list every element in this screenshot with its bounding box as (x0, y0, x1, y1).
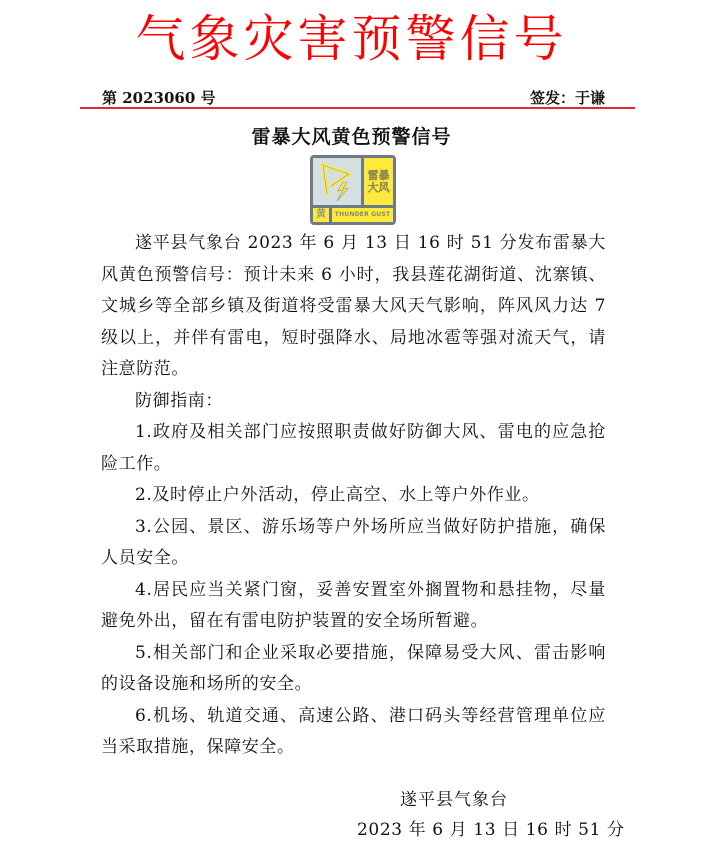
guideline-item: 1.政府及相关部门应按照职责做好防御大风、雷电的应急抢险工作。 (101, 422, 606, 474)
signal-title: 雷暴大风黄色预警信号 (251, 126, 452, 148)
thunder-gust-yellow-warning-icon (310, 155, 396, 225)
guideline-item: 4.居民应当关紧门窗，妥善安置室外搁置物和悬挂物，尽量避免外出，留在有雷电防护装置的安全场所暂避。 (101, 579, 606, 631)
issuer-signature: 遂平县气象台 (400, 790, 508, 810)
warning-body (101, 228, 606, 764)
signer: 签发：于谦 (529, 89, 605, 107)
signal-english-label: THUNDER GUST (332, 208, 393, 222)
guideline-item: 3.公园、景区、游乐场等户外场所应当做好防护措施，确保人员安全。 (101, 516, 606, 568)
red-divider (80, 107, 635, 109)
signal-name-label: 雷暴大风 (364, 158, 393, 205)
guideline-item: 2.及时停止户外活动，停止高空、水上等户外作业。 (135, 485, 540, 505)
guidelines-heading: 防御指南： (135, 390, 223, 411)
masthead-title: 气象灾害预警信号 (135, 10, 568, 68)
warning-summary: 遂平县气象台 2023 年 6 月 13 日 16 时 51 分发布雷暴大风黄色预警信号：预计未来 6 小时，我县莲花湖街道、沈寨镇、文城乡等全部乡镇及街道将受雷暴大风天气影响，阵风风力达 7 级以上，并伴有雷电，短时强降水、局地冰雹等强对流天气，请注意防范。 (101, 233, 606, 379)
document-number: 第 2023060 号 (102, 89, 216, 107)
guideline-item: 6.机场、轨道交通、高速公路、港口码头等经营管理单位应当采取措施，保障安全。 (101, 705, 606, 757)
lightning-flag-icon (313, 158, 361, 205)
guideline-item: 5.相关部门和企业采取必要措施，保障易受大风、雷击影响的设备设施和场所的安全。 (101, 642, 606, 694)
issue-datetime: 2023 年 6 月 13 日 16 时 51 分 (357, 820, 625, 840)
signal-level-label: 黄 (313, 208, 329, 222)
